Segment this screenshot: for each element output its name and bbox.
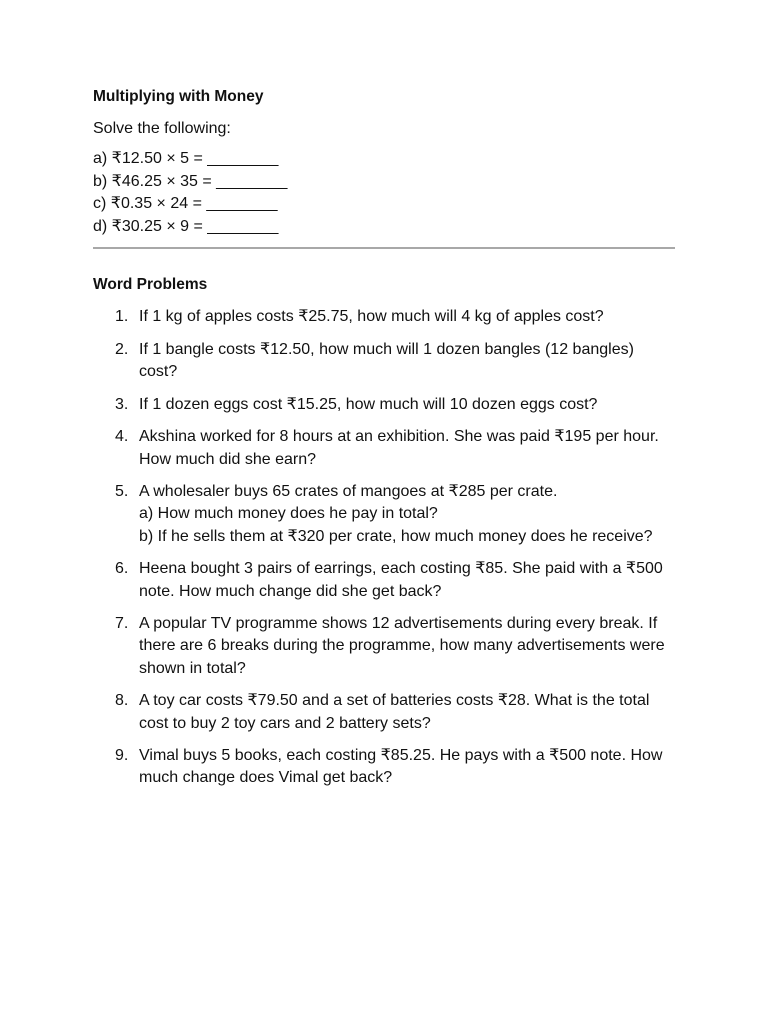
exercise-list (93, 148, 675, 238)
exercise-a: a) ₹12.50 × 5 = ________ (93, 150, 279, 167)
problem-subpart-b: b) If he sells them at ₹320 per crate, how much money does he receive? (139, 527, 653, 545)
exercise-d: d) ₹30.25 × 9 = ________ (93, 217, 279, 235)
word-problem-7 (93, 613, 675, 680)
problem-text: A toy car costs ₹79.50 and a set of batteries costs ₹28. What is the total cost to buy 2 toy cars and 2 battery sets? (139, 692, 650, 732)
word-problem-2 (93, 339, 675, 383)
problem-number: 8. (115, 692, 129, 710)
problem-text: A wholesaler buys 65 crates of mangoes at ₹285 per crate. (139, 483, 558, 501)
exercise-b: b) ₹46.25 × 35 = ________ (93, 172, 288, 190)
problem-number: 1. (115, 308, 129, 325)
problem-subpart-a: a) How much money does he pay in total? (139, 505, 438, 523)
word-problem-9 (93, 745, 675, 789)
problem-number: 9. (115, 747, 129, 765)
problem-number: 2. (115, 340, 129, 358)
word-problem-8 (93, 690, 675, 734)
word-problem-5 (93, 481, 675, 548)
page-title: Multiplying with Money (93, 88, 264, 105)
problem-number: 3. (115, 395, 129, 413)
instruction-text: Solve the following: (93, 120, 231, 137)
problem-number: 6. (115, 560, 129, 578)
word-problem-6 (93, 558, 675, 602)
problem-text: A popular TV programme shows 12 advertisements during every break. If there are 6 breaks during the programme, how many advertisements were shown in total? (139, 615, 665, 677)
problem-text: Heena bought 3 pairs of earrings, each costing ₹85. She paid with a ₹500 note. How much change did she get back? (139, 560, 663, 600)
problem-text: Vimal buys 5 books, each costing ₹85.25. He pays with a ₹500 note. How much change does Vimal get back? (139, 747, 663, 787)
worksheet-page (93, 86, 675, 800)
exercise-c: c) ₹0.35 × 24 = ________ (93, 195, 278, 212)
word-problem-list (93, 306, 675, 790)
problem-number: 5. (115, 483, 129, 501)
problem-text: If 1 kg of apples costs ₹25.75, how much will 4 kg of apples cost? (139, 308, 604, 325)
word-problem-4 (93, 426, 675, 470)
word-problems-heading: Word Problems (93, 276, 208, 293)
problem-text: Akshina worked for 8 hours at an exhibition. She was paid ₹195 per hour. How much did she earn? (139, 428, 659, 468)
problem-text: If 1 bangle costs ₹12.50, how much will 1 dozen bangles (12 bangles) cost? (139, 340, 634, 380)
problem-number: 4. (115, 428, 129, 446)
section-divider (93, 247, 675, 249)
problem-number: 7. (115, 615, 129, 633)
word-problem-3 (93, 394, 675, 416)
problem-text: If 1 dozen eggs cost ₹15.25, how much will 10 dozen eggs cost? (139, 395, 598, 413)
word-problem-1 (93, 306, 675, 328)
